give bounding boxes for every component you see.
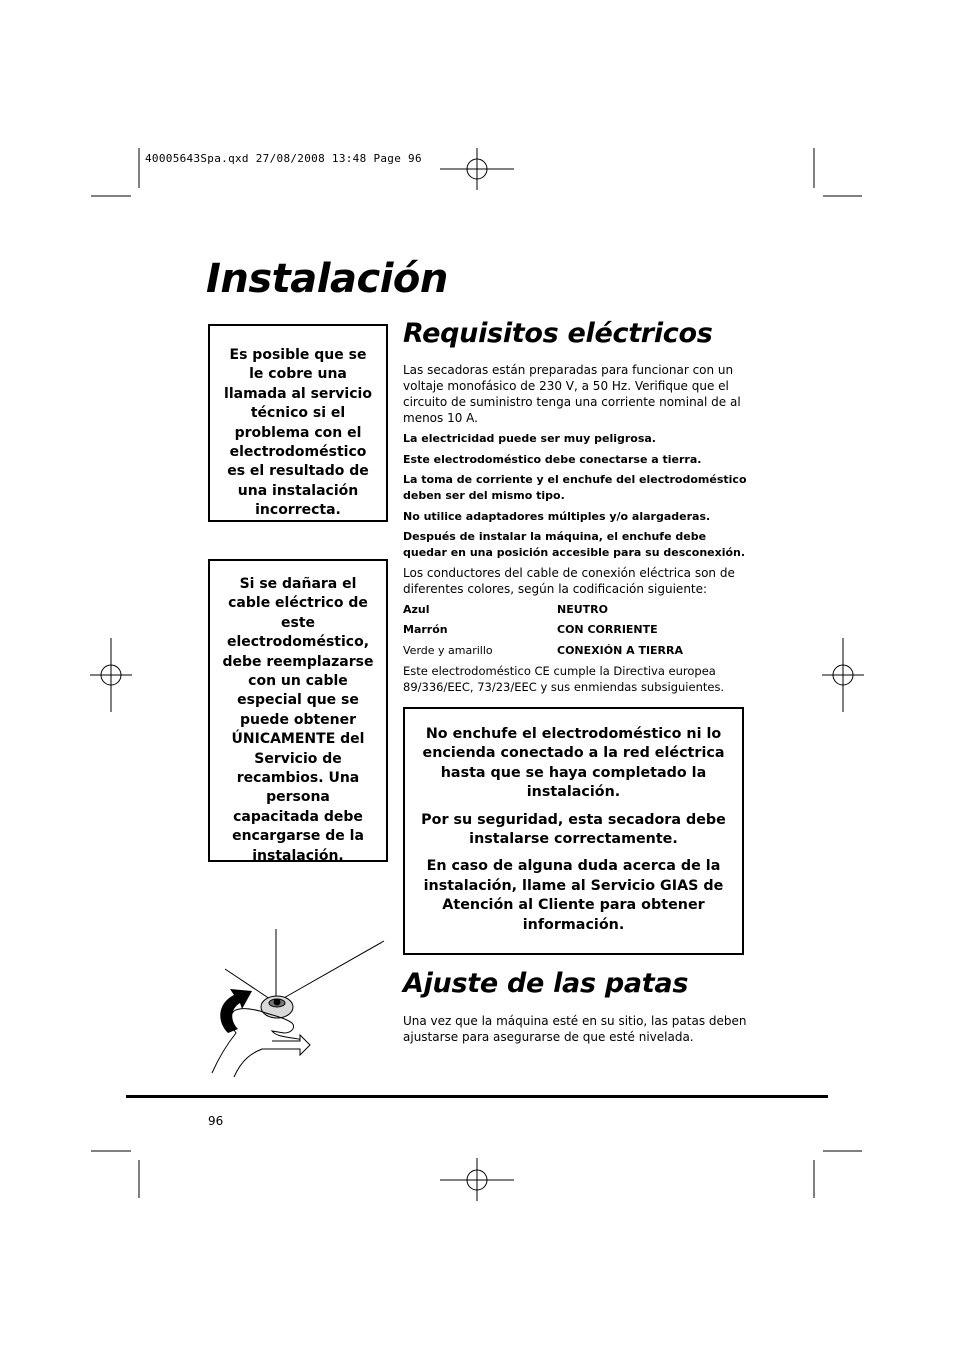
wire-color: Verde y amarillo [403, 644, 493, 657]
feet-adjustment-title: Ajuste de las patas [403, 968, 689, 999]
warning-box-paragraph: En caso de alguna duda acerca de la instalación, llame al Servicio GIAS de Atención al Cliente para obtener información. [423, 858, 724, 933]
wire-role: CON CORRIENTE [557, 623, 658, 636]
wiring-intro: Los conductores del cable de conexión eléctrica son de diferentes colores, según la codificación siguiente: [403, 566, 735, 596]
registration-mark-bottom [440, 1158, 514, 1201]
registration-mark-right [822, 638, 864, 712]
electrical-requirements-body [403, 362, 747, 695]
warning-line: Este electrodoméstico debe conectarse a tierra. [403, 453, 702, 466]
installation-cost-note [208, 324, 388, 522]
warning-line: La toma de corriente y el enchufe del electrodoméstico deben ser del mismo tipo. [403, 473, 747, 502]
warning-box-paragraph: No enchufe el electrodoméstico ni lo encienda conectado a la red eléctrica hasta que se haya completado la instalación. [422, 726, 725, 801]
wire-color: Azul [403, 603, 430, 616]
voltage-paragraph: Las secadoras están preparadas para funcionar con un voltaje monofásico de 230 V, a 50 Hz. Verifique que el circuito de suministro tenga una corriente nominal de al menos 10 A. [403, 363, 741, 425]
print-slug: 40005643Spa.qxd 27/08/2008 13:48 Page 96 [145, 152, 422, 165]
warning-line: No utilice adaptadores múltiples y/o alargaderas. [403, 510, 711, 523]
ce-directive-text: Este electrodoméstico CE cumple la Directiva europea 89/336/EEC, 73/23/EEC y sus enmiendas subsiguientes. [403, 664, 725, 694]
installation-warning-box [403, 707, 744, 955]
installation-cost-note-text: Es posible que se le cobre una llamada al servicio técnico si el problema con el electrodoméstico es el resultado de una instalación incorrecta. [224, 347, 372, 519]
wiring-table [403, 602, 747, 659]
wiring-row [403, 643, 747, 659]
warning-box-paragraph: Por su seguridad, esta secadora debe instalarse correctamente. [421, 811, 726, 848]
wiring-row [403, 622, 747, 638]
registration-mark-top [440, 148, 514, 190]
warning-line: La electricidad puede ser muy peligrosa. [403, 432, 656, 445]
power-cable-note-text: Si se dañara el cable eléctrico de este electrodoméstico, debe reemplazarse con un cable especial que se puede obtener ÚNICAMENTE del Servicio de recambios. Una persona capacitada debe encargarse de la instalación. [222, 576, 374, 864]
foot-adjustment-illustration [200, 925, 390, 1085]
feet-adjustment-text: Una vez que la máquina esté en su sitio, las patas deben ajustarse para asegurarse de que esté nivelada. [403, 1014, 747, 1044]
wire-role: CONEXIÓN A TIERRA [557, 644, 684, 657]
footer-rule [126, 1095, 828, 1098]
warning-line: Después de instalar la máquina, el enchufe debe quedar en una posición accesible para su desconexión. [403, 530, 746, 559]
page-title: Instalación [206, 256, 448, 302]
registration-mark-left [90, 638, 132, 712]
power-cable-note [208, 559, 388, 862]
wiring-row [403, 602, 747, 618]
wire-color: Marrón [403, 623, 448, 636]
page-number: 96 [208, 1114, 224, 1128]
electrical-requirements-title: Requisitos eléctricos [403, 318, 713, 349]
wire-role: NEUTRO [557, 603, 608, 616]
